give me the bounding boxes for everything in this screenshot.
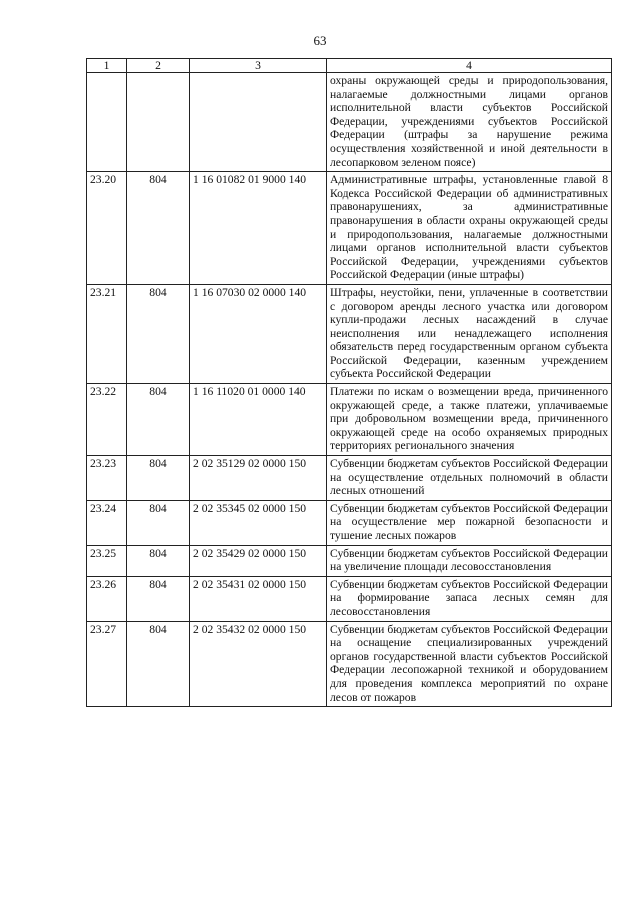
page-number: 63 [313, 33, 327, 48]
table-row [87, 172, 612, 285]
row-number: 23.21 [87, 284, 127, 383]
admin-code: 804 [127, 456, 190, 501]
row-number [87, 73, 127, 172]
revenue-code: 1 16 07030 02 0000 140 [190, 284, 327, 383]
row-number: 23.27 [87, 621, 127, 707]
revenue-codes-table [86, 58, 612, 707]
admin-code: 804 [127, 545, 190, 576]
revenue-description: Субвенции бюджетам субъектов Российской Федерации на формирование запаса лесных семян для лесовосстановления [327, 576, 612, 621]
table-row [87, 545, 612, 576]
table-row [87, 284, 612, 383]
admin-code: 804 [127, 576, 190, 621]
revenue-description: Административные штрафы, установленные главой 8 Кодекса Российской Федерации об административных правонарушениях, за административные правонарушения в области охраны окружающей среды и природопользования, налагаемые должностными лицами органов исполнительной власти субъектов Российской Федерации, учреждениями субъектов Российской Федерации (иные штрафы) [327, 172, 612, 285]
revenue-description: охраны окружающей среды и природопользования, налагаемые должностными лицами органов исполнительной власти субъектов Российской Федерации, учреждениями субъектов Российской Федерации (штрафы за нарушение режима осуществления хозяйственной и иной деятельности в лесопарковом зеленом поясе) [327, 73, 612, 172]
admin-code: 804 [127, 172, 190, 285]
revenue-code: 1 16 01082 01 9000 140 [190, 172, 327, 285]
admin-code: 804 [127, 621, 190, 707]
admin-code [127, 73, 190, 172]
revenue-code: 1 16 11020 01 0000 140 [190, 384, 327, 456]
column-header: 1 [87, 59, 127, 73]
row-number: 23.22 [87, 384, 127, 456]
table-row [87, 500, 612, 545]
table-row [87, 73, 612, 172]
table-row [87, 456, 612, 501]
revenue-description: Платежи по искам о возмещении вреда, причиненного окружающей среде, а также платежи, уплачиваемые при добровольном возмещении вреда, причиненного окружающей среде на особо охраняемых природных территориях регионального значения [327, 384, 612, 456]
table-row [87, 384, 612, 456]
row-number: 23.26 [87, 576, 127, 621]
table-header-row [87, 59, 612, 73]
column-header: 2 [127, 59, 190, 73]
revenue-description: Штрафы, неустойки, пени, уплаченные в соответствии с договором аренды лесного участка или договором купли-продажи лесных насаждений в случае неисполнения или ненадлежащего исполнения обязательств перед государственным органом субъекта Российской Федерации, казенным учреждением субъекта Российской Федерации [327, 284, 612, 383]
table-row [87, 576, 612, 621]
admin-code: 804 [127, 500, 190, 545]
revenue-description: Субвенции бюджетам субъектов Российской Федерации на осуществление отдельных полномочий в области лесных отношений [327, 456, 612, 501]
column-header: 4 [327, 59, 612, 73]
table-row [87, 621, 612, 707]
revenue-description: Субвенции бюджетам субъектов Российской Федерации на увеличение площади лесовосстановления [327, 545, 612, 576]
row-number: 23.23 [87, 456, 127, 501]
admin-code: 804 [127, 384, 190, 456]
revenue-code: 2 02 35432 02 0000 150 [190, 621, 327, 707]
row-number: 23.25 [87, 545, 127, 576]
column-header: 3 [190, 59, 327, 73]
revenue-code: 2 02 35429 02 0000 150 [190, 545, 327, 576]
revenue-code [190, 73, 327, 172]
revenue-code: 2 02 35129 02 0000 150 [190, 456, 327, 501]
revenue-code: 2 02 35345 02 0000 150 [190, 500, 327, 545]
admin-code: 804 [127, 284, 190, 383]
row-number: 23.20 [87, 172, 127, 285]
revenue-description: Субвенции бюджетам субъектов Российской Федерации на оснащение специализированных учреждений органов государственной власти субъектов Российской Федерации лесопожарной техникой и оборудованием для проведения комплекса мероприятий по охране лесов от пожаров [327, 621, 612, 707]
revenue-description: Субвенции бюджетам субъектов Российской Федерации на осуществление мер пожарной безопасности и тушение лесных пожаров [327, 500, 612, 545]
row-number: 23.24 [87, 500, 127, 545]
revenue-code: 2 02 35431 02 0000 150 [190, 576, 327, 621]
